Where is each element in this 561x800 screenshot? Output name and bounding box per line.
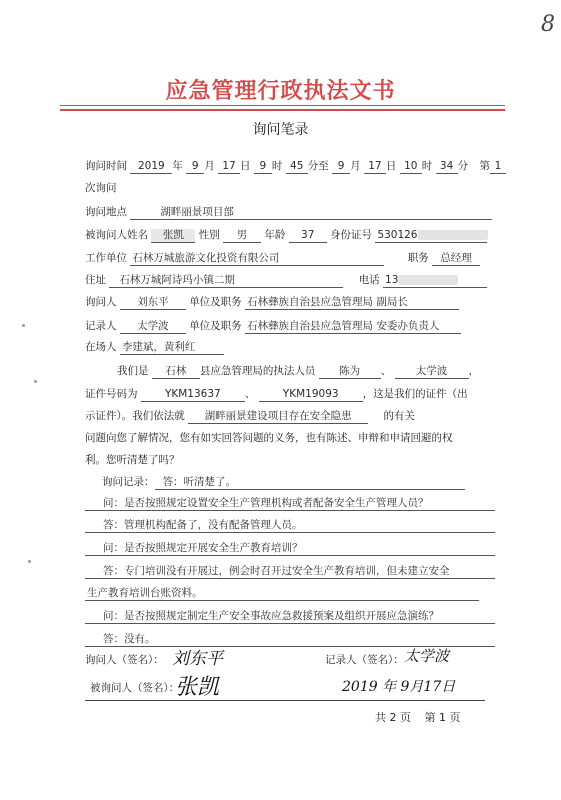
- signature-date: 2019 年 9月17日: [342, 679, 456, 695]
- interviewer-line: 询问人 刘东平 单位及职务 石林彝族自治县应急管理局 副局长: [85, 294, 459, 310]
- record-question-3: 问：是否按照规定制定生产安全事故应急救援预案及组织开展应急演练？: [85, 610, 495, 624]
- document-subtitle: 询问笔录: [252, 122, 309, 138]
- document-title: 应急管理行政执法文书: [165, 78, 396, 104]
- recorder-signature-label: 记录人（签名）：: [325, 654, 404, 666]
- work-unit-line: 工作单位 石林万城旅游文化投资有限公司 职务 总经理: [85, 250, 480, 266]
- interview-location-line: 询问地点 湖畔丽景项目部: [85, 204, 492, 220]
- statement-line-4: 问题向您了解情况，您有如实回答问题的义务，也有陈述、申辩和申请回避的权: [85, 432, 453, 444]
- title-rule-top: [60, 105, 505, 106]
- record-answer-3: 答：没有。: [85, 633, 495, 647]
- recorder-signature: 太学波: [404, 647, 450, 665]
- page-footer: 共 2 页 第 1 页: [375, 711, 461, 724]
- interviewer-signature-label: 询问人（签名）：: [85, 654, 164, 666]
- interview-time-line: 询问时间 2019 年 9 月 17 日 9 时 45 分至 9 月 17 日 10 时 34 分 第 1: [85, 158, 506, 174]
- footer-rule: [85, 700, 485, 701]
- scan-speck: [22, 324, 25, 327]
- interviewee-signature: 张凯: [175, 675, 220, 700]
- scan-speck: [34, 380, 37, 383]
- address-line: 住址 石林万城阿诗玛小镇二期 电话 13: [85, 272, 487, 288]
- record-answer-1: 答：管理机构配备了，没有配备管理人员。: [85, 519, 495, 533]
- interviewee-line: 被询问人姓名 张凯 性别 男 年龄 37 身份证号 530126: [85, 227, 487, 243]
- title-rule-bottom: [60, 109, 505, 111]
- page-number: 8: [541, 12, 555, 37]
- record-answer-2a: 答：专门培训没有开展过，例会时召开过安全生产教育培训，但未建立安全: [85, 565, 495, 579]
- present-persons-line: 在场人 李建斌，黄利红: [85, 339, 224, 355]
- phone-field: 13: [383, 274, 487, 288]
- statement-line-1: 我们是 石林 县应急管理局的执法人员 陈为 、 太学波 ，: [117, 365, 480, 377]
- scan-speck: [28, 560, 31, 563]
- record-answer-0: 询问记录： 答：听清楚了。: [102, 474, 465, 490]
- statement-line-3: 示证件）。我们依法就 湖畔丽景建设项目存在安全隐患 的有关: [85, 410, 415, 422]
- statement-line-2: 证件号码为 YKM13637 、 YKM19093 ，这是我们的证件（出: [85, 388, 468, 400]
- interviewee-signature-label: 被询问人（签名）：: [90, 682, 180, 694]
- record-question-1: 问：是否按照规定设置安全生产管理机构或者配备安全生产管理人员？: [85, 497, 495, 511]
- id-number-field: 530126: [375, 229, 487, 243]
- recorder-line: 记录人 太学波 单位及职务 石林彝族自治县应急管理局 安委办负责人: [85, 318, 461, 334]
- record-answer-2b: 生产教育培训台账资料。: [85, 587, 479, 601]
- statement-line-5: 利。您听清楚了吗？: [85, 454, 180, 466]
- interview-sequence-suffix: 次询问: [85, 182, 117, 194]
- record-question-2: 问：是否按照规定开展安全生产教育培训？: [85, 542, 495, 556]
- interviewer-signature: 刘东平: [172, 649, 223, 669]
